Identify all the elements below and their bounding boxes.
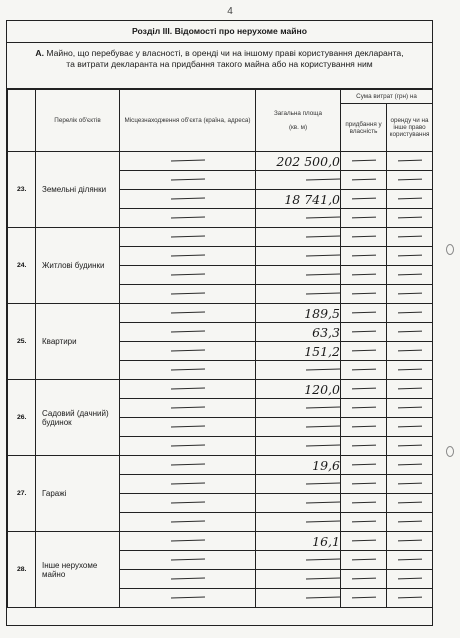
- location-cell: [120, 247, 256, 266]
- area-cell: [256, 190, 341, 209]
- blank-dash: [397, 388, 421, 390]
- rent-cell: [387, 418, 433, 437]
- rent-cell: [387, 190, 433, 209]
- blank-dash: [306, 559, 340, 561]
- blank-dash: [306, 483, 340, 485]
- blank-dash: [351, 407, 375, 409]
- blank-dash: [170, 426, 204, 428]
- blank-dash: [170, 255, 204, 257]
- acquisition-cell: [341, 494, 387, 513]
- blank-dash: [397, 540, 421, 542]
- blank-dash: [351, 426, 375, 428]
- rent-cell: [387, 456, 433, 475]
- blank-dash: [397, 369, 421, 371]
- blank-dash: [397, 274, 421, 276]
- area-cell: [256, 418, 341, 437]
- area-cell: [256, 570, 341, 589]
- location-cell: [120, 532, 256, 551]
- acquisition-cell: [341, 399, 387, 418]
- blank-dash: [351, 540, 375, 542]
- blank-dash: [170, 483, 204, 485]
- rent-cell: [387, 361, 433, 380]
- blank-dash: [170, 578, 204, 580]
- rent-cell: [387, 399, 433, 418]
- blank-dash: [351, 274, 375, 276]
- blank-dash: [351, 350, 375, 352]
- location-cell: [120, 171, 256, 190]
- blank-dash: [397, 236, 421, 238]
- acquisition-cell: [341, 380, 387, 399]
- blank-dash: [170, 293, 204, 295]
- header-object-list: Перелік об'єктів: [36, 90, 120, 152]
- property-type-label: Садовий (дачний) будинок: [36, 380, 120, 456]
- blank-dash: [351, 255, 375, 257]
- blank-dash: [306, 521, 340, 523]
- area-value: 19,6: [312, 457, 340, 473]
- acquisition-cell: [341, 266, 387, 285]
- acquisition-cell: [341, 475, 387, 494]
- acquisition-cell: [341, 361, 387, 380]
- rent-cell: [387, 532, 433, 551]
- blank-dash: [170, 179, 204, 181]
- rent-cell: [387, 475, 433, 494]
- blank-dash: [170, 312, 204, 314]
- blank-dash: [170, 236, 204, 238]
- binder-hole-top: [446, 244, 454, 255]
- blank-dash: [397, 312, 421, 314]
- rent-cell: [387, 342, 433, 361]
- blank-dash: [351, 312, 375, 314]
- acquisition-cell: [341, 247, 387, 266]
- blank-dash: [170, 198, 204, 200]
- blank-dash: [351, 559, 375, 561]
- blank-dash: [397, 426, 421, 428]
- area-value: 63,3: [312, 324, 340, 340]
- rent-cell: [387, 513, 433, 532]
- blank-dash: [306, 255, 340, 257]
- rent-cell: [387, 323, 433, 342]
- blank-dash: [397, 578, 421, 580]
- location-cell: [120, 456, 256, 475]
- area-cell: [256, 152, 341, 171]
- location-cell: [120, 266, 256, 285]
- property-type-label: Гаражі: [36, 456, 120, 532]
- blank-dash: [351, 464, 375, 466]
- location-cell: [120, 152, 256, 171]
- row-number: 25.: [8, 304, 36, 380]
- area-cell: [256, 342, 341, 361]
- area-cell: [256, 551, 341, 570]
- location-cell: [120, 570, 256, 589]
- rent-cell: [387, 209, 433, 228]
- subsection-prefix: А.: [35, 48, 44, 58]
- table-row: [8, 152, 433, 171]
- area-cell: [256, 323, 341, 342]
- location-cell: [120, 380, 256, 399]
- page-number: 4: [227, 6, 233, 17]
- blank-dash: [397, 179, 421, 181]
- area-value: 16,1: [312, 533, 340, 549]
- location-cell: [120, 475, 256, 494]
- area-cell: [256, 361, 341, 380]
- location-cell: [120, 437, 256, 456]
- rent-cell: [387, 171, 433, 190]
- area-value: 151,2: [304, 343, 340, 359]
- blank-dash: [351, 597, 375, 599]
- area-cell: [256, 285, 341, 304]
- blank-dash: [306, 293, 340, 295]
- acquisition-cell: [341, 171, 387, 190]
- location-cell: [120, 418, 256, 437]
- blank-dash: [397, 445, 421, 447]
- blank-dash: [397, 217, 421, 219]
- blank-dash: [170, 464, 204, 466]
- blank-dash: [351, 331, 375, 333]
- blank-dash: [306, 274, 340, 276]
- row-number: 27.: [8, 456, 36, 532]
- blank-dash: [306, 217, 340, 219]
- area-cell: [256, 437, 341, 456]
- rent-cell: [387, 304, 433, 323]
- acquisition-cell: [341, 209, 387, 228]
- blank-dash: [170, 502, 204, 504]
- acquisition-cell: [341, 513, 387, 532]
- blank-dash: [397, 464, 421, 466]
- property-type-label: Квартири: [36, 304, 120, 380]
- blank-dash: [306, 407, 340, 409]
- blank-dash: [170, 369, 204, 371]
- table-row: [8, 228, 433, 247]
- blank-dash: [306, 369, 340, 371]
- blank-dash: [170, 407, 204, 409]
- location-cell: [120, 399, 256, 418]
- declaration-form-section: [6, 20, 433, 626]
- acquisition-cell: [341, 570, 387, 589]
- acquisition-cell: [341, 437, 387, 456]
- blank-dash: [397, 407, 421, 409]
- table-row: [8, 456, 433, 475]
- location-cell: [120, 304, 256, 323]
- location-cell: [120, 494, 256, 513]
- area-cell: [256, 380, 341, 399]
- area-cell: [256, 247, 341, 266]
- header-area-unit: (кв. м): [288, 124, 308, 131]
- rent-cell: [387, 589, 433, 608]
- subsection-line-1: Майно, що перебуває у власності, в оренді чи на іншому праві користування декларанта,: [46, 48, 404, 58]
- blank-dash: [170, 350, 204, 352]
- header-location: Місцезнаходження об'єкта (країна, адреса): [120, 90, 256, 152]
- acquisition-cell: [341, 323, 387, 342]
- blank-dash: [397, 559, 421, 561]
- blank-dash: [306, 179, 340, 181]
- area-cell: [256, 532, 341, 551]
- acquisition-cell: [341, 342, 387, 361]
- acquisition-cell: [341, 285, 387, 304]
- rent-cell: [387, 551, 433, 570]
- blank-dash: [397, 255, 421, 257]
- area-value: 18 741,0: [284, 191, 340, 207]
- blank-dash: [397, 502, 421, 504]
- location-cell: [120, 342, 256, 361]
- property-table: [7, 89, 433, 152]
- rent-cell: [387, 494, 433, 513]
- blank-dash: [397, 597, 421, 599]
- area-cell: [256, 475, 341, 494]
- area-cell: [256, 209, 341, 228]
- area-cell: [256, 513, 341, 532]
- rent-cell: [387, 285, 433, 304]
- subsection-heading: [7, 43, 432, 89]
- location-cell: [120, 589, 256, 608]
- area-cell: [256, 399, 341, 418]
- property-table-body: [7, 151, 433, 608]
- header-area: [256, 90, 341, 152]
- rent-cell: [387, 437, 433, 456]
- header-acquisition: придбання у власність: [341, 104, 387, 152]
- header-area-label: Загальна площа: [274, 110, 322, 117]
- blank-dash: [351, 388, 375, 390]
- row-number: 24.: [8, 228, 36, 304]
- area-cell: [256, 266, 341, 285]
- table-row: [8, 532, 433, 551]
- blank-dash: [351, 160, 375, 162]
- blank-dash: [351, 217, 375, 219]
- blank-dash: [170, 217, 204, 219]
- rent-cell: [387, 247, 433, 266]
- blank-dash: [397, 483, 421, 485]
- location-cell: [120, 209, 256, 228]
- blank-dash: [170, 559, 204, 561]
- blank-dash: [170, 597, 204, 599]
- row-number: 28.: [8, 532, 36, 608]
- rent-cell: [387, 228, 433, 247]
- acquisition-cell: [341, 228, 387, 247]
- blank-dash: [397, 160, 421, 162]
- blank-dash: [397, 521, 421, 523]
- blank-dash: [351, 483, 375, 485]
- blank-dash: [351, 445, 375, 447]
- blank-dash: [306, 578, 340, 580]
- acquisition-cell: [341, 418, 387, 437]
- blank-dash: [306, 597, 340, 599]
- area-cell: [256, 456, 341, 475]
- area-cell: [256, 171, 341, 190]
- acquisition-cell: [341, 190, 387, 209]
- blank-dash: [397, 331, 421, 333]
- area-cell: [256, 228, 341, 247]
- property-type-label: Інше нерухоме майно: [36, 532, 120, 608]
- location-cell: [120, 513, 256, 532]
- blank-dash: [351, 179, 375, 181]
- row-number: 26.: [8, 380, 36, 456]
- header-expenses: Сума витрат (грн) на: [341, 90, 433, 104]
- rent-cell: [387, 380, 433, 399]
- table-header-row: [8, 90, 433, 104]
- area-cell: [256, 589, 341, 608]
- blank-dash: [170, 540, 204, 542]
- blank-dash: [351, 293, 375, 295]
- row-number: 23.: [8, 152, 36, 228]
- subsection-line-2: та витрати декларанта на придбання такого майна або на користування ним: [66, 59, 373, 69]
- blank-dash: [397, 198, 421, 200]
- blank-dash: [170, 331, 204, 333]
- blank-dash: [351, 369, 375, 371]
- blank-dash: [351, 198, 375, 200]
- blank-dash: [170, 388, 204, 390]
- area-cell: [256, 304, 341, 323]
- acquisition-cell: [341, 304, 387, 323]
- location-cell: [120, 551, 256, 570]
- section-title: Розділ III. Відомості про нерухоме майно: [7, 21, 432, 43]
- blank-dash: [170, 160, 204, 162]
- table-row: [8, 380, 433, 399]
- area-value: 120,0: [304, 381, 340, 397]
- blank-dash: [397, 350, 421, 352]
- blank-dash: [170, 274, 204, 276]
- location-cell: [120, 190, 256, 209]
- blank-dash: [170, 445, 204, 447]
- location-cell: [120, 228, 256, 247]
- blank-dash: [351, 521, 375, 523]
- rent-cell: [387, 152, 433, 171]
- header-rent: оренду чи на інше право користування: [387, 104, 433, 152]
- rent-cell: [387, 570, 433, 589]
- binder-hole-bottom: [446, 446, 454, 457]
- acquisition-cell: [341, 551, 387, 570]
- blank-dash: [397, 293, 421, 295]
- location-cell: [120, 361, 256, 380]
- blank-dash: [306, 502, 340, 504]
- blank-dash: [351, 236, 375, 238]
- blank-dash: [170, 521, 204, 523]
- property-type-label: Земельні ділянки: [36, 152, 120, 228]
- table-row: [8, 304, 433, 323]
- area-value: 189,5: [304, 305, 340, 321]
- blank-dash: [351, 578, 375, 580]
- acquisition-cell: [341, 532, 387, 551]
- acquisition-cell: [341, 152, 387, 171]
- acquisition-cell: [341, 456, 387, 475]
- blank-dash: [306, 445, 340, 447]
- area-value: 202 500,0: [276, 153, 340, 169]
- rent-cell: [387, 266, 433, 285]
- blank-dash: [306, 426, 340, 428]
- acquisition-cell: [341, 589, 387, 608]
- property-type-label: Житлові будинки: [36, 228, 120, 304]
- blank-dash: [306, 236, 340, 238]
- area-cell: [256, 494, 341, 513]
- location-cell: [120, 323, 256, 342]
- header-num-cell: [8, 90, 36, 152]
- location-cell: [120, 285, 256, 304]
- blank-dash: [351, 502, 375, 504]
